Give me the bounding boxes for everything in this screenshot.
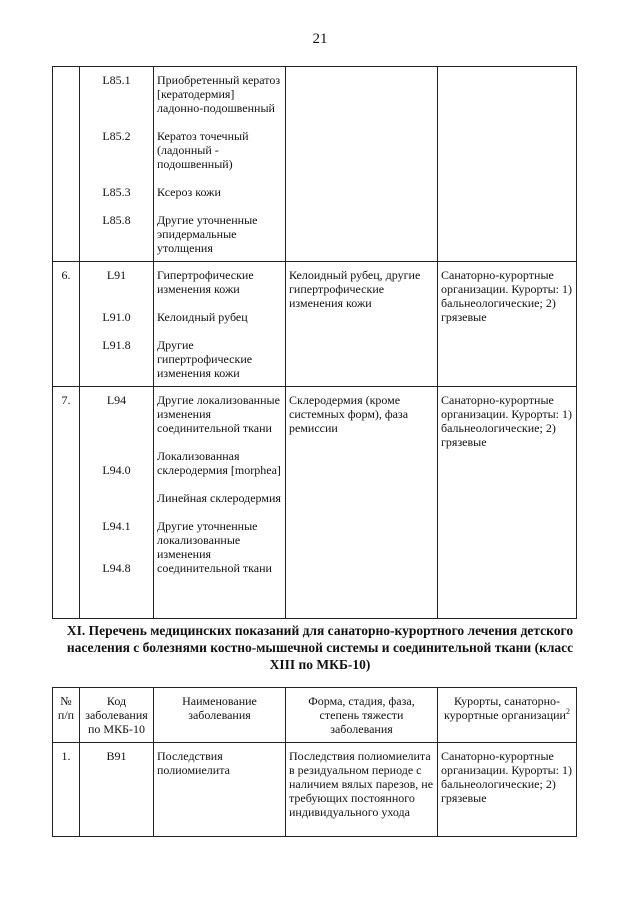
header-resorts-text: Курорты, санаторно-курортные организации: [444, 694, 566, 722]
disease-name: Кератоз точечный (ладонный - подошвенный): [157, 129, 249, 171]
row-number: 7.: [53, 387, 80, 619]
disease-name: Другие уточненные эпидермальные утолщения: [157, 213, 258, 255]
resorts-cell: Санаторно-курортные организации. Курорты: 1) бальнеологические; 2) грязевые: [438, 262, 577, 387]
disease-name: Гипертрофические изменения кожи: [157, 268, 254, 296]
name-cell: [154, 67, 286, 262]
code: L94.0: [102, 463, 131, 477]
musculoskeletal-indications-table: [52, 687, 577, 837]
disease-name: Другие гипертрофические изменения кожи: [157, 338, 253, 380]
page-number: 21: [312, 31, 328, 47]
resorts-cell: Санаторно-курортные организации. Курорты: 1) бальнеологические; 2) грязевые: [438, 743, 577, 837]
row-number: 6.: [53, 262, 80, 387]
header-form: Форма, стадия, фаза, степень тяжести заболевания: [286, 688, 438, 743]
footnote-marker: 2: [565, 707, 570, 716]
table-row: [53, 67, 577, 262]
code: L85.8: [102, 213, 131, 227]
code-cell: B91: [80, 743, 154, 837]
code: L94.1: [102, 519, 131, 533]
section-title: XI. Перечень медицинских показаний для санаторно-курортного лечения детского населения с болезнями костно-мышечной системы и соединительной ткани (класс XIII по МКБ-10): [66, 623, 574, 672]
header-name: Наименование заболевания: [154, 688, 286, 743]
code-cell: [80, 387, 154, 619]
header-resorts: [438, 688, 577, 743]
row-number: [53, 67, 80, 262]
form-cell: Последствия полиомиелита в резидуальном периоде с наличием вялых парезов, не требующих постоянного индивидуального ухода: [286, 743, 438, 837]
diagnosis-table-continued: [52, 66, 577, 619]
code: L85.2: [102, 129, 131, 143]
resorts-cell: Санаторно-курортные организации. Курорты: 1) бальнеологические; 2) грязевые: [438, 387, 577, 619]
code: L91: [106, 268, 127, 282]
name-cell: Последствия полиомиелита: [154, 743, 286, 837]
header-num: № п/п: [53, 688, 80, 743]
form-cell: Келоидный рубец, другие гипертрофические изменения кожи: [286, 262, 438, 387]
disease-name: Другие уточненные локализованные изменения соединительной ткани: [157, 519, 272, 575]
code: L91.8: [102, 338, 131, 352]
disease-name: Линейная склеродермия: [157, 491, 281, 505]
disease-name: Ксероз кожи: [157, 185, 221, 199]
code: L94.8: [102, 561, 131, 575]
code: L85.1: [102, 73, 131, 87]
disease-name: Локализованная склеродермия [morphea]: [157, 449, 281, 477]
row-number: 1.: [53, 743, 80, 837]
table-row: [53, 743, 577, 837]
table-row: [53, 387, 577, 619]
disease-name: Другие локализованные изменения соединительной ткани: [157, 393, 280, 435]
code-cell: [80, 262, 154, 387]
table-header-row: [53, 688, 577, 743]
table-row: [53, 262, 577, 387]
form-cell: Склеродермия (кроме системных форм), фаза ремиссии: [286, 387, 438, 619]
name-cell: [154, 262, 286, 387]
code: L94: [106, 393, 127, 407]
disease-name: Келоидный рубец: [157, 310, 248, 324]
code-cell: [80, 67, 154, 262]
disease-name: Приобретенный кератоз [кератодермия] ладонно-подошвенный: [157, 73, 281, 115]
form-cell: [286, 67, 438, 262]
code: L85.3: [102, 185, 131, 199]
code: L91.0: [102, 310, 131, 324]
resorts-cell: [438, 67, 577, 262]
name-cell: [154, 387, 286, 619]
header-code: Код заболевания по МКБ-10: [80, 688, 154, 743]
